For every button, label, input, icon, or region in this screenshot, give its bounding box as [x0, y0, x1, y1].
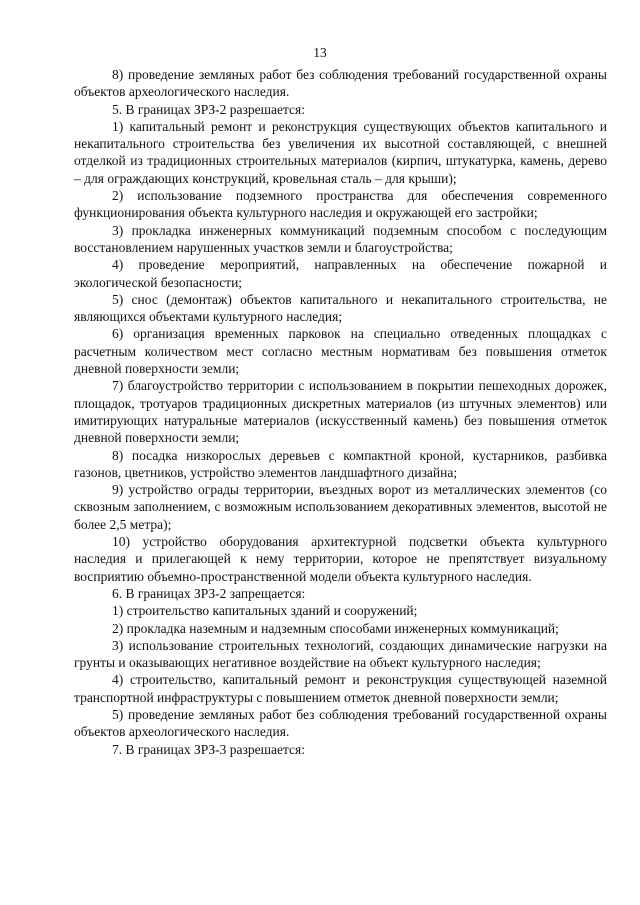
- page-number: 13: [313, 45, 327, 60]
- section-heading-zrz3-permitted: 7. В границах ЗРЗ-3 разрешается:: [112, 741, 305, 757]
- paragraph-permitted-8: 8) посадка низкорослых деревьев с компактной кроной, кустарников, разбивка газонов, цветников, устройство элементов ландшафтного дизайна;: [74, 447, 607, 480]
- paragraph-permitted-1: 1) капитальный ремонт и реконструкция существующих объектов капитального и некапитального строительства без увеличения их высотной составляющей, с внешней отделкой из традиционных строительных материалов (кирпич, штукатурка, камень, дерево – для ограждающих конструкций, кровельная сталь – для крыши);: [74, 118, 607, 186]
- paragraph-permitted-5: 5) снос (демонтаж) объектов капитального и некапитального строительства, не являющихся объектами культурного наследия;: [74, 291, 607, 325]
- section-heading-zrz2-prohibited: 6. В границах ЗРЗ-2 запрещается:: [112, 585, 306, 601]
- paragraph-item-8-archaeology: 8) проведение земляных работ без соблюдения требований государственной охраны объектов археологического наследия.: [74, 67, 607, 100]
- paragraph-permitted-6: 6) организация временных парковок на специально отведенных площадках с расчетным количеством мест согласно местным нормативам без повышения отметок дневной поверхности земли;: [74, 326, 607, 377]
- paragraph-permitted-7: 7) благоустройство территории с использованием в покрытии пешеходных дорожек, площадок, тротуаров традиционных дискретных материалов (из штучных элементов) или имитирующих натуральные материалов (искусственный камень) без повышения отметок дневной поверхности земли;: [74, 378, 607, 446]
- paragraph-permitted-4: 4) проведение мероприятий, направленных на обеспечение пожарной и экологической безопасности;: [74, 257, 607, 290]
- document-body: [74, 66, 607, 758]
- paragraph-prohibited-3: 3) использование строительных технологий, создающих динамические нагрузки на грунты и оказывающих негативное воздействие на объект культурного наследия;: [74, 637, 607, 671]
- section-heading-zrz2-permitted: 5. В границах ЗРЗ-2 разрешается:: [112, 101, 305, 117]
- paragraph-permitted-3: 3) прокладка инженерных коммуникаций подземным способом с последующим восстановлением нарушенных участков земли и благоустройства;: [74, 222, 607, 255]
- paragraph-prohibited-1: 1) строительство капитальных зданий и сооружений;: [112, 603, 418, 619]
- paragraph-permitted-9: 9) устройство ограды территории, въездных ворот из металлических элементов (со сквозным заполнением, с возможным использованием декоративных элементов, высотой не более 2,5 метра);: [74, 482, 607, 532]
- paragraph-prohibited-2: 2) прокладка наземным и надземным способами инженерных коммуникаций;: [112, 620, 559, 636]
- paragraph-prohibited-5: 5) проведение земляных работ без соблюдения требований государственной охраны объектов археологического наследия.: [74, 706, 607, 740]
- paragraph-permitted-2: 2) использование подземного пространства для обеспечения современного функционирования объекта культурного наследия и окружающей его застройки;: [74, 188, 607, 221]
- paragraph-prohibited-4: 4) строительство, капитальный ремонт и реконструкция существующей наземной транспортной инфраструктуры с повышением отметок дневной поверхности земли;: [74, 672, 607, 705]
- paragraph-permitted-10: 10) устройство оборудования архитектурной подсветки объекта культурного наследия и прилегающей к нему территории, которое не препятствует визуальному восприятию объемно-пространственной модели объекта культурного наследия.: [74, 534, 607, 584]
